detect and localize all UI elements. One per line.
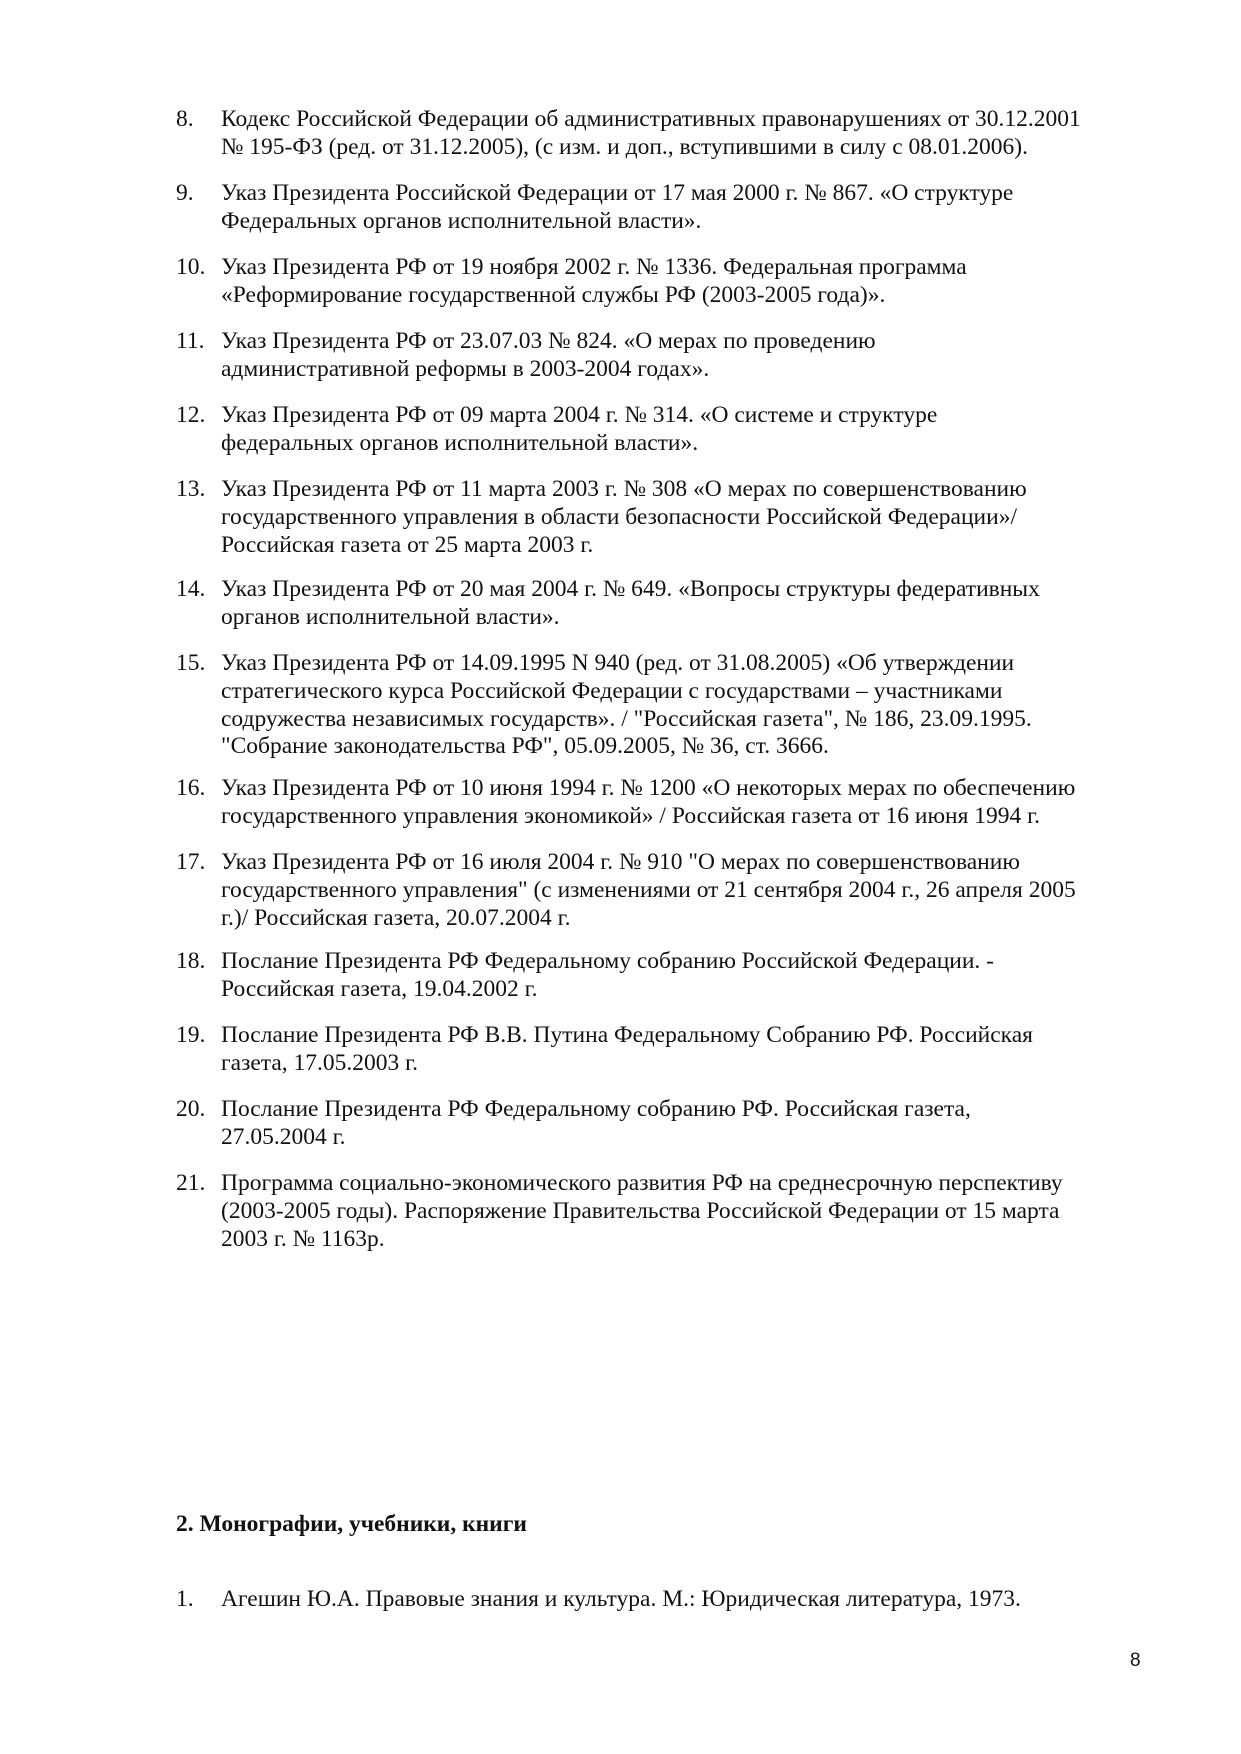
list-item-text — [221, 948, 1181, 1004]
list-item-line: Указ Президента РФ от 14.09.1995 N 940 (ред. от 31.08.2005) «Об утверждении — [221, 650, 1015, 676]
list-item-line: Указ Президента Российской Федерации от 17 мая 2000 г. № 867. «О структуре — [221, 180, 1014, 206]
list-item-line: «Реформирование государственной службы РФ (2003-2005 года)». — [221, 281, 886, 308]
list-item-line: Указ Президента РФ от 19 ноября 2002 г. № 1336. Федеральная программа — [221, 254, 967, 280]
list-item-line: Указ Президента РФ от 10 июня 1994 г. № 1200 «О некоторых мерах по обеспечению — [221, 775, 1076, 801]
list-item-text — [221, 180, 1181, 236]
list-item-line: государственного управления в области безопасности Российской Федерации»/ — [221, 503, 1017, 530]
list-item-number: 10. — [176, 254, 206, 280]
list-item-number: 1. — [176, 1586, 194, 1612]
list-item-number: 15. — [176, 650, 206, 676]
list-item-number: 12. — [176, 402, 206, 428]
list-item-line: Указ Президента РФ от 23.07.03 № 824. «О мерах по проведению — [221, 328, 876, 354]
list-item-text — [221, 849, 1181, 932]
list-item-line: Российская газета от 25 марта 2003 г. — [221, 531, 594, 558]
list-item-number: 21. — [176, 1170, 206, 1196]
list-item-line: "Собрание законодательства РФ", 05.09.2005, № 36, ст. 3666. — [221, 733, 829, 760]
list-item-number: 18. — [176, 948, 206, 974]
list-item-line: Кодекс Российской Федерации об административных правонарушениях от 30.12.2001 — [221, 106, 1081, 132]
list-item-text — [221, 1022, 1181, 1078]
list-item-line: административной реформы в 2003-2004 годах». — [221, 355, 710, 382]
list-item-line: Указ Президента РФ от 09 марта 2004 г. № 314. «О системе и структуре — [221, 402, 938, 428]
list-item-text — [221, 650, 1181, 761]
list-item-line: Указ Президента РФ от 20 мая 2004 г. № 649. «Вопросы структуры федеративных — [221, 576, 1040, 602]
list-item-number: 9. — [176, 180, 194, 206]
list-item-line: стратегического курса Российской Федерации с государствами – участниками — [221, 677, 1003, 704]
list-item-number: 20. — [176, 1096, 206, 1122]
list-item-text — [221, 775, 1181, 831]
list-item-number: 13. — [176, 476, 206, 502]
list-item-line: Российская газета, 19.04.2002 г. — [221, 975, 538, 1002]
list-item-line: 27.05.2004 г. — [221, 1123, 346, 1150]
list-item-number: 11. — [176, 328, 205, 354]
list-item-line: Послание Президента РФ В.В. Путина Федеральному Собранию РФ. Российская — [221, 1022, 1033, 1048]
list-item-line: Агешин Ю.А. Правовые знания и культура. М.: Юридическая литература, 1973. — [221, 1586, 1021, 1612]
list-item-line: органов исполнительной власти». — [221, 603, 560, 630]
list-item-line: федеральных органов исполнительной власти». — [221, 429, 699, 456]
list-item-text — [221, 1586, 1181, 1614]
list-item-line: государственного управления" (с изменениями от 21 сентября 2004 г., 26 апреля 2005 — [221, 876, 1076, 903]
list-item-line: Программа социально-экономического развития РФ на среднесрочную перспективу — [221, 1170, 1063, 1196]
list-item-line: Послание Президента РФ Федеральному собранию РФ. Российская газета, — [221, 1096, 971, 1122]
list-item-text — [221, 328, 1181, 384]
list-item-number: 16. — [176, 775, 206, 801]
list-item-line: Указ Президента РФ от 11 марта 2003 г. № 308 «О мерах по совершенствованию — [221, 476, 1027, 502]
list-item-line: 2003 г. № 1163р. — [221, 1225, 385, 1252]
list-item-text — [221, 1170, 1181, 1253]
section-heading: 2. Монографии, учебники, книги — [176, 1511, 527, 1537]
list-item-line: газета, 17.05.2003 г. — [221, 1049, 419, 1076]
list-item-line: Послание Президента РФ Федеральному собранию Российской Федерации. - — [221, 948, 995, 974]
list-item-text — [221, 476, 1181, 559]
list-item-line: г.)/ Российская газета, 20.07.2004 г. — [221, 904, 571, 931]
list-item-number: 8. — [176, 106, 194, 132]
list-item-line: Указ Президента РФ от 16 июля 2004 г. № 910 "О мерах по совершенствованию — [221, 849, 1020, 875]
list-item-line: содружества независимых государств». / "Российская газета", № 186, 23.09.1995. — [221, 705, 1032, 732]
list-item-line: № 195-ФЗ (ред. от 31.12.2005), (с изм. и доп., вступившими в силу с 08.01.2006). — [221, 133, 1028, 160]
page-number: 8 — [1130, 1650, 1141, 1671]
list-item-text — [221, 576, 1181, 632]
list-item-text — [221, 402, 1181, 458]
list-item-number: 19. — [176, 1022, 206, 1048]
list-item-line: Федеральных органов исполнительной власти». — [221, 207, 702, 234]
list-item-line: (2003-2005 годы). Распоряжение Правительства Российской Федерации от 15 марта — [221, 1197, 1060, 1224]
list-item-text — [221, 254, 1181, 310]
list-item-number: 17. — [176, 849, 206, 875]
list-item-number: 14. — [176, 576, 206, 602]
list-item-line: государственного управления экономикой» / Российская газета от 16 июня 1994 г. — [221, 802, 1041, 829]
list-item-text — [221, 106, 1181, 162]
list-item-text — [221, 1096, 1181, 1152]
